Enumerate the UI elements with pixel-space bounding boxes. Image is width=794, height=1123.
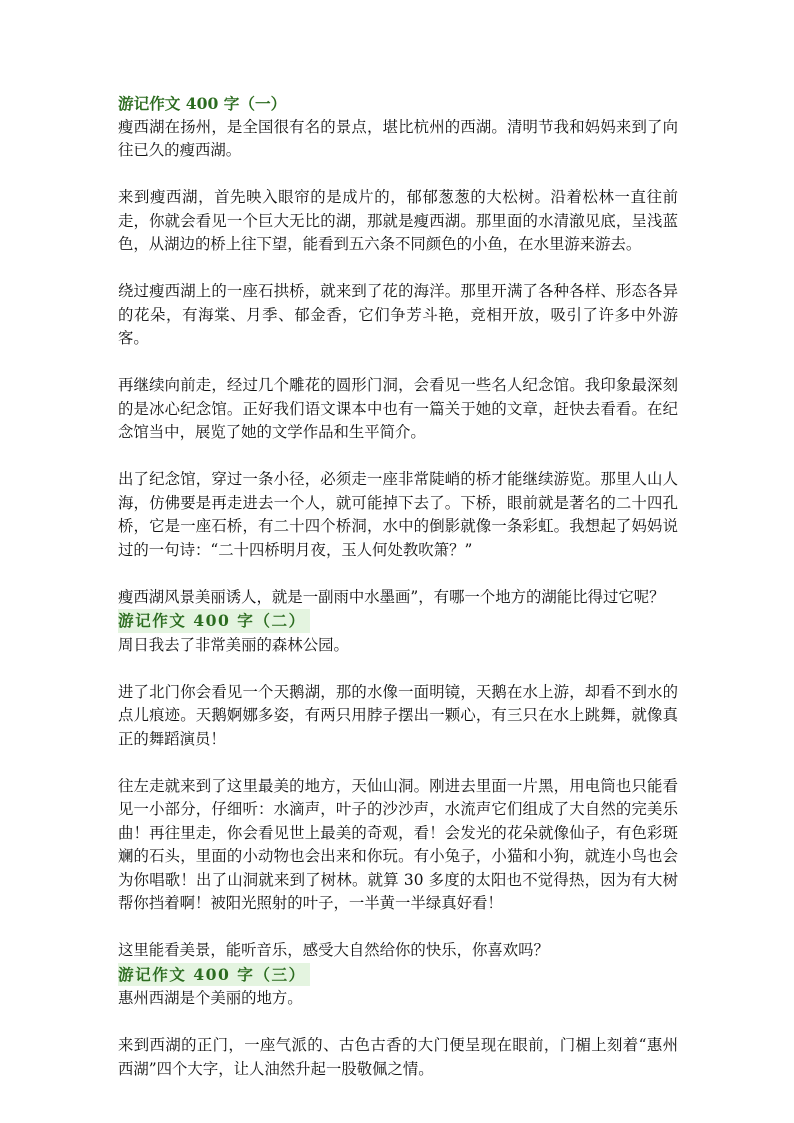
paragraph: 惠州西湖是个美丽的地方。 [118,989,303,1007]
paragraph: 来到瘦西湖，首先映入眼帘的是成片的，郁郁葱葱的大松树。沿着松林一直往前走，你就会看见一个巨大无比的湖，那就是瘦西湖。那里面的水清澈见底，呈浅蓝色，从湖边的桥上往下望，能看到五六条不同颜色的小鱼，在水里游来游去。 [118,188,678,253]
paragraph: 来到西湖的正门，一座气派的、古色古香的大门便呈现在眼前，门楣上刻着“惠州西湖”四个大字，让人油然升起一股敬佩之情。 [118,1036,678,1078]
paragraph: 出了纪念馆，穿过一条小径，必须走一座非常陡峭的桥才能继续游览。那里人山人海，仿佛要是再走进去一个人，就可能掉下去了。下桥，眼前就是著名的二十四孔桥，它是一座石桥，有二十四个桥洞，水中的倒影就像一条彩虹。我想起了妈妈说过的一句诗：“二十四桥明月夜，玉人何处教吹箫？” [118,470,678,559]
paragraph: 绕过瘦西湖上的一座石拱桥，就来到了花的海洋。那里开满了各种各样、形态各异的花朵，有海棠、月季、郁金香，它们争芳斗艳，竞相开放，吸引了许多中外游客。 [118,282,678,347]
paragraph: 周日我去了非常美丽的森林公园。 [118,635,349,654]
section-2-heading: 游记作文 400 字（二） [118,609,310,633]
section-1-heading: 游记作文 400 字（一） [118,94,287,113]
paragraph: 瘦西湖风景美丽诱人，就是一副雨中水墨画”，有哪一个地方的湖能比得过它呢？ [118,587,665,606]
paragraph: 瘦西湖在扬州，是全国很有名的景点，堪比杭州的西湖。清明节我和妈妈来到了向往已久的瘦西湖。 [118,117,678,159]
document-page [118,92,678,1105]
paragraph: 再继续向前走，经过几个雕花的圆形门洞，会看见一些名人纪念馆。我印象最深刻的是冰心纪念馆。正好我们语文课本中也有一篇关于她的文章，赶快去看看。在纪念馆当中，展览了她的文学作品和生平简介。 [118,376,678,441]
paragraph: 进了北门你会看见一个天鹅湖，那的水像一面明镜，天鹅在水上游，却看不到水的点儿痕迹。天鹅婀娜多姿，有两只用脖子摆出一颗心，有三只在水上跳舞，就像真正的舞蹈演员！ [118,682,678,748]
section-3-heading: 游记作文 400 字（三） [118,963,310,987]
paragraph: 往左走就来到了这里最美的地方，天仙山洞。刚进去里面一片黑，用电筒也只能看见一小部分，仔细听：水滴声，叶子的沙沙声，水流声它们组成了大自然的完美乐曲！再往里走，你会看见世上最美的奇观，看！会发光的花朵就像仙子，有色彩斑斓的石头，里面的小动物也会出来和你玩。有小兔子，小猫和小狗，就连小鸟也会为你唱歌！出了山洞就来到了树林。就算 30 多度的太阳也不觉得热，因为有大树帮你挡着啊！被阳光照射的叶子，一半黄一半绿真好看！ [118,776,678,912]
paragraph: 这里能看美景，能听音乐，感受大自然给你的快乐，你喜欢吗？ [118,941,549,959]
